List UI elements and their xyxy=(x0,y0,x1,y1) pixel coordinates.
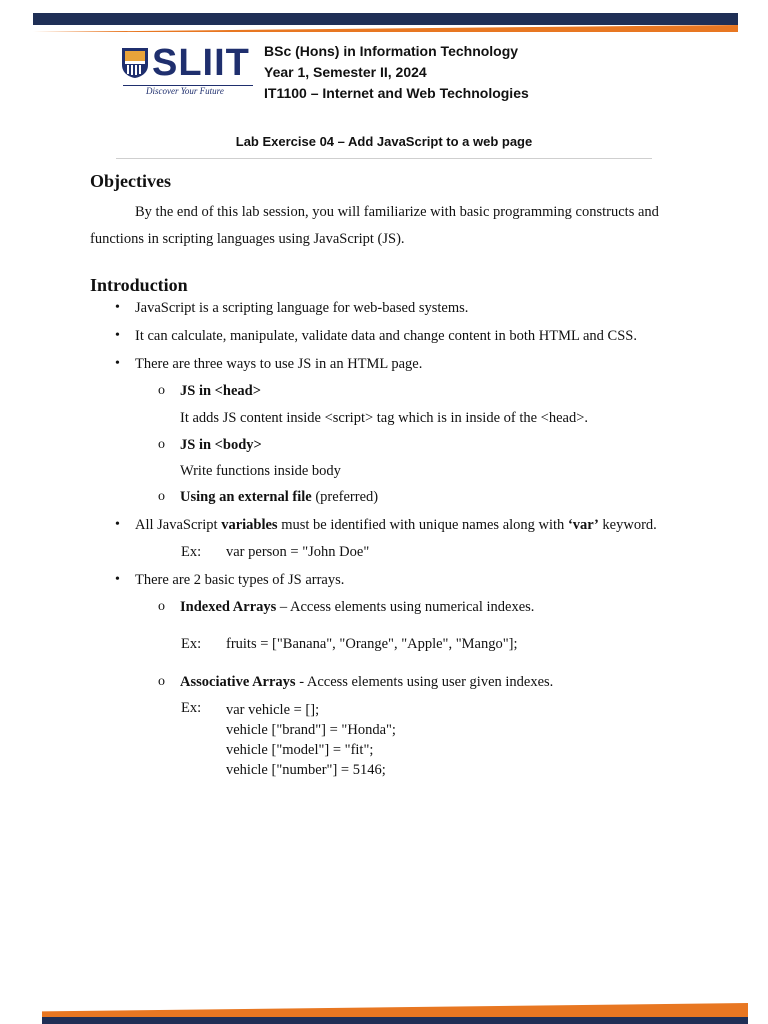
bullet-js-scripting: JavaScript is a scripting language for web-based systems. xyxy=(135,300,469,316)
sub-bullet-marker: o xyxy=(158,437,165,452)
sub-js-in-body-title xyxy=(180,437,262,454)
example-label: Ex: xyxy=(181,700,202,716)
sub-external-file xyxy=(180,489,378,506)
bullet-array-types: There are 2 basic types of JS arrays. xyxy=(135,572,345,588)
bullet-marker: • xyxy=(115,517,120,532)
indexed-arrays-bold: Indexed Arrays xyxy=(180,599,277,615)
sub-external-file-suffix: (preferred) xyxy=(311,489,379,505)
top-navy-band xyxy=(33,13,738,25)
example-fruits: fruits = ["Banana", "Orange", "Apple", "Mango"]; xyxy=(226,636,518,652)
variables-text-pre: All JavaScript xyxy=(135,517,222,533)
introduction-heading: Introduction xyxy=(90,275,188,295)
code-line: vehicle ["number"] = 5146; xyxy=(226,762,386,778)
example-label: Ex: xyxy=(181,544,202,560)
title-divider xyxy=(116,158,652,159)
objectives-heading: Objectives xyxy=(90,171,171,191)
bullet-marker: • xyxy=(115,356,120,371)
shield-icon xyxy=(121,47,149,79)
sub-bullet-marker: o xyxy=(158,599,165,614)
bullet-marker: • xyxy=(115,572,120,587)
objectives-text-line-2: functions in scripting languages using JavaScript (JS). xyxy=(90,231,405,247)
variables-text-post: keyword. xyxy=(598,517,657,533)
sub-js-in-body-text: Write functions inside body xyxy=(180,463,341,479)
year-semester-line: Year 1, Semester II, 2024 xyxy=(264,64,427,80)
course-header xyxy=(264,41,529,104)
sub-bullet-marker: o xyxy=(158,489,165,504)
sliit-logo xyxy=(120,44,255,98)
degree-line: BSc (Hons) in Information Technology xyxy=(264,43,519,59)
sub-bullet-marker: o xyxy=(158,383,165,398)
var-keyword-bold: ‘var’ xyxy=(567,517,599,533)
variables-bold: variables xyxy=(221,517,278,533)
top-orange-accent xyxy=(33,25,738,32)
sub-bullet-marker: o xyxy=(158,674,165,689)
sub-js-in-head-text: It adds JS content inside <script> tag which is in inside of the <head>. xyxy=(180,410,589,426)
module-line: IT1100 – Internet and Web Technologies xyxy=(264,85,529,101)
bullet-three-ways: There are three ways to use JS in an HTML page. xyxy=(135,356,423,372)
associative-arrays-bold: Associative Arrays xyxy=(180,674,296,690)
sub-indexed-arrays xyxy=(180,599,534,616)
bullet-marker: • xyxy=(115,300,120,315)
bottom-navy-band xyxy=(42,1017,748,1024)
bullet-js-capabilities: It can calculate, manipulate, validate data and change content in both HTML and CSS. xyxy=(135,328,637,344)
code-line: vehicle ["brand"] = "Honda"; xyxy=(226,722,396,738)
sub-js-in-head-title xyxy=(180,383,261,400)
sub-external-file-bold: Using an external file xyxy=(180,489,312,505)
sub-js-in-head-bold: JS in <head> xyxy=(180,383,261,399)
logo-tagline: Discover Your Future xyxy=(146,86,224,96)
example-label: Ex: xyxy=(181,636,202,652)
logo-wordmark: SLIIT xyxy=(152,42,250,84)
indexed-arrays-desc: – Access elements using numerical indexes. xyxy=(276,599,535,615)
sub-js-in-body-bold: JS in <body> xyxy=(180,437,262,453)
bottom-orange-accent xyxy=(42,1003,748,1017)
example-var-person: var person = "John Doe" xyxy=(226,544,370,560)
variables-text-mid: must be identified with unique names along with xyxy=(277,517,568,533)
code-line: vehicle ["model"] = "fit"; xyxy=(226,742,374,758)
objectives-text-line-1: By the end of this lab session, you will familiarize with basic programming constructs and xyxy=(135,204,659,220)
sub-associative-arrays xyxy=(180,674,553,691)
bullet-marker: • xyxy=(115,328,120,343)
lab-title: Lab Exercise 04 – Add JavaScript to a web page xyxy=(235,134,533,149)
code-line: var vehicle = []; xyxy=(226,702,320,718)
bullet-variables xyxy=(135,517,657,534)
example-vehicle-code xyxy=(226,700,396,780)
associative-arrays-desc: - Access elements using user given indexes. xyxy=(295,674,554,690)
